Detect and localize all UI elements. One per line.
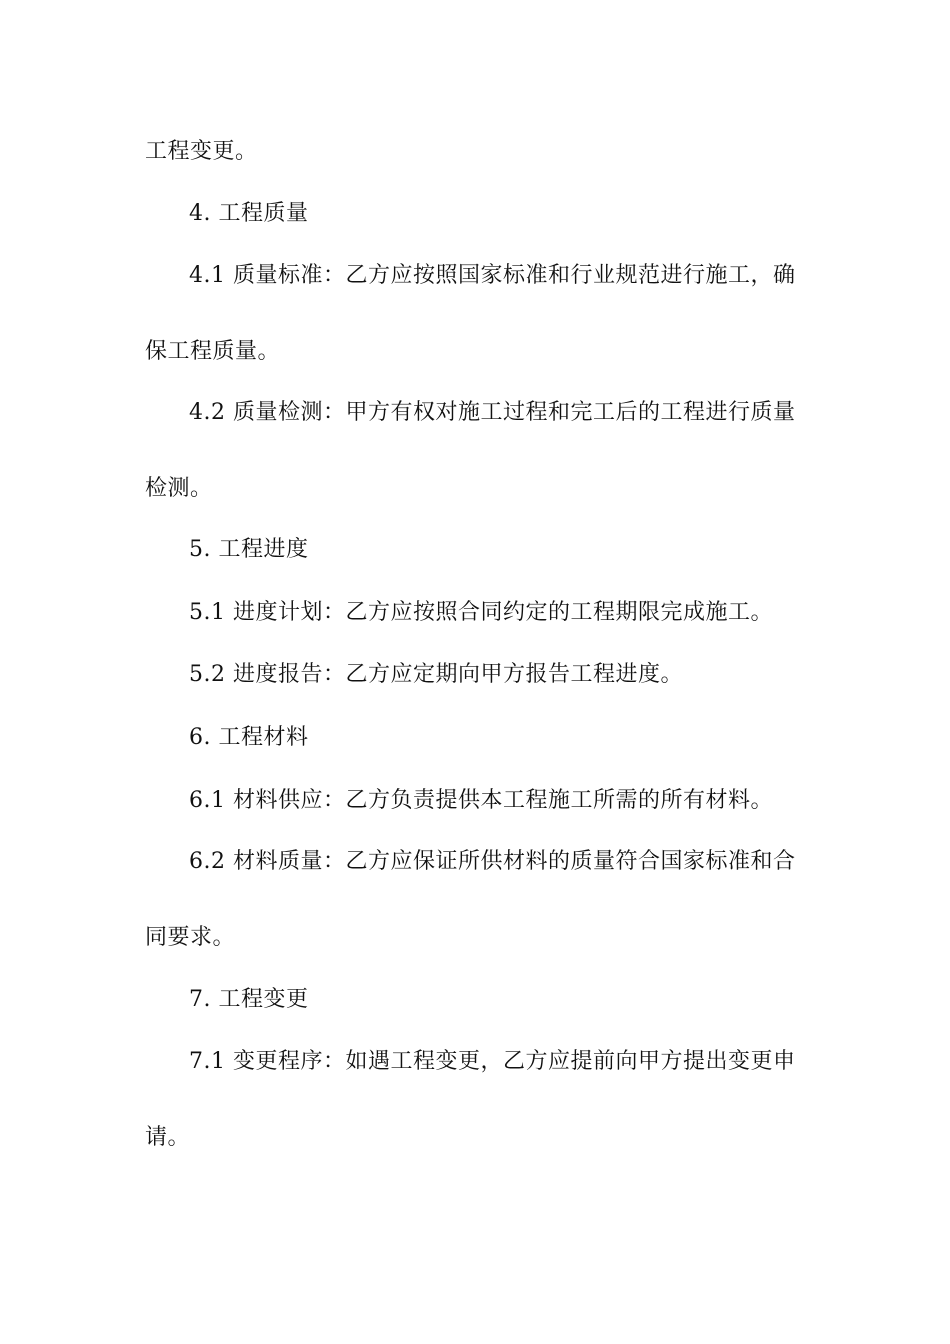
section-heading-6: 6. 工程材料 <box>189 725 309 750</box>
clause-4-1-continuation: 保工程质量。 <box>145 339 281 364</box>
clause-5-1: 5.1 进度计划：乙方应按照合同约定的工程期限完成施工。 <box>189 600 773 625</box>
clause-6-1: 6.1 材料供应：乙方负责提供本工程施工所需的所有材料。 <box>189 788 773 813</box>
clause-7-1-continuation: 请。 <box>145 1125 191 1150</box>
clause-7-1: 7.1 变更程序：如遇工程变更，乙方应提前向甲方提出变更申 <box>189 1049 796 1074</box>
clause-4-1: 4.1 质量标准：乙方应按照国家标准和行业规范进行施工，确 <box>189 263 796 288</box>
clause-4-2-continuation: 检测。 <box>145 476 213 501</box>
paragraph-continuation: 工程变更。 <box>145 139 258 164</box>
section-heading-5: 5. 工程进度 <box>189 537 309 562</box>
clause-6-2: 6.2 材料质量：乙方应保证所供材料的质量符合国家标准和合 <box>189 849 796 874</box>
section-heading-7: 7. 工程变更 <box>189 987 309 1012</box>
clause-6-2-continuation: 同要求。 <box>145 925 236 950</box>
section-heading-4: 4. 工程质量 <box>189 201 309 226</box>
clause-4-2: 4.2 质量检测：甲方有权对施工过程和完工后的工程进行质量 <box>189 400 796 425</box>
clause-5-2: 5.2 进度报告：乙方应定期向甲方报告工程进度。 <box>189 662 683 687</box>
